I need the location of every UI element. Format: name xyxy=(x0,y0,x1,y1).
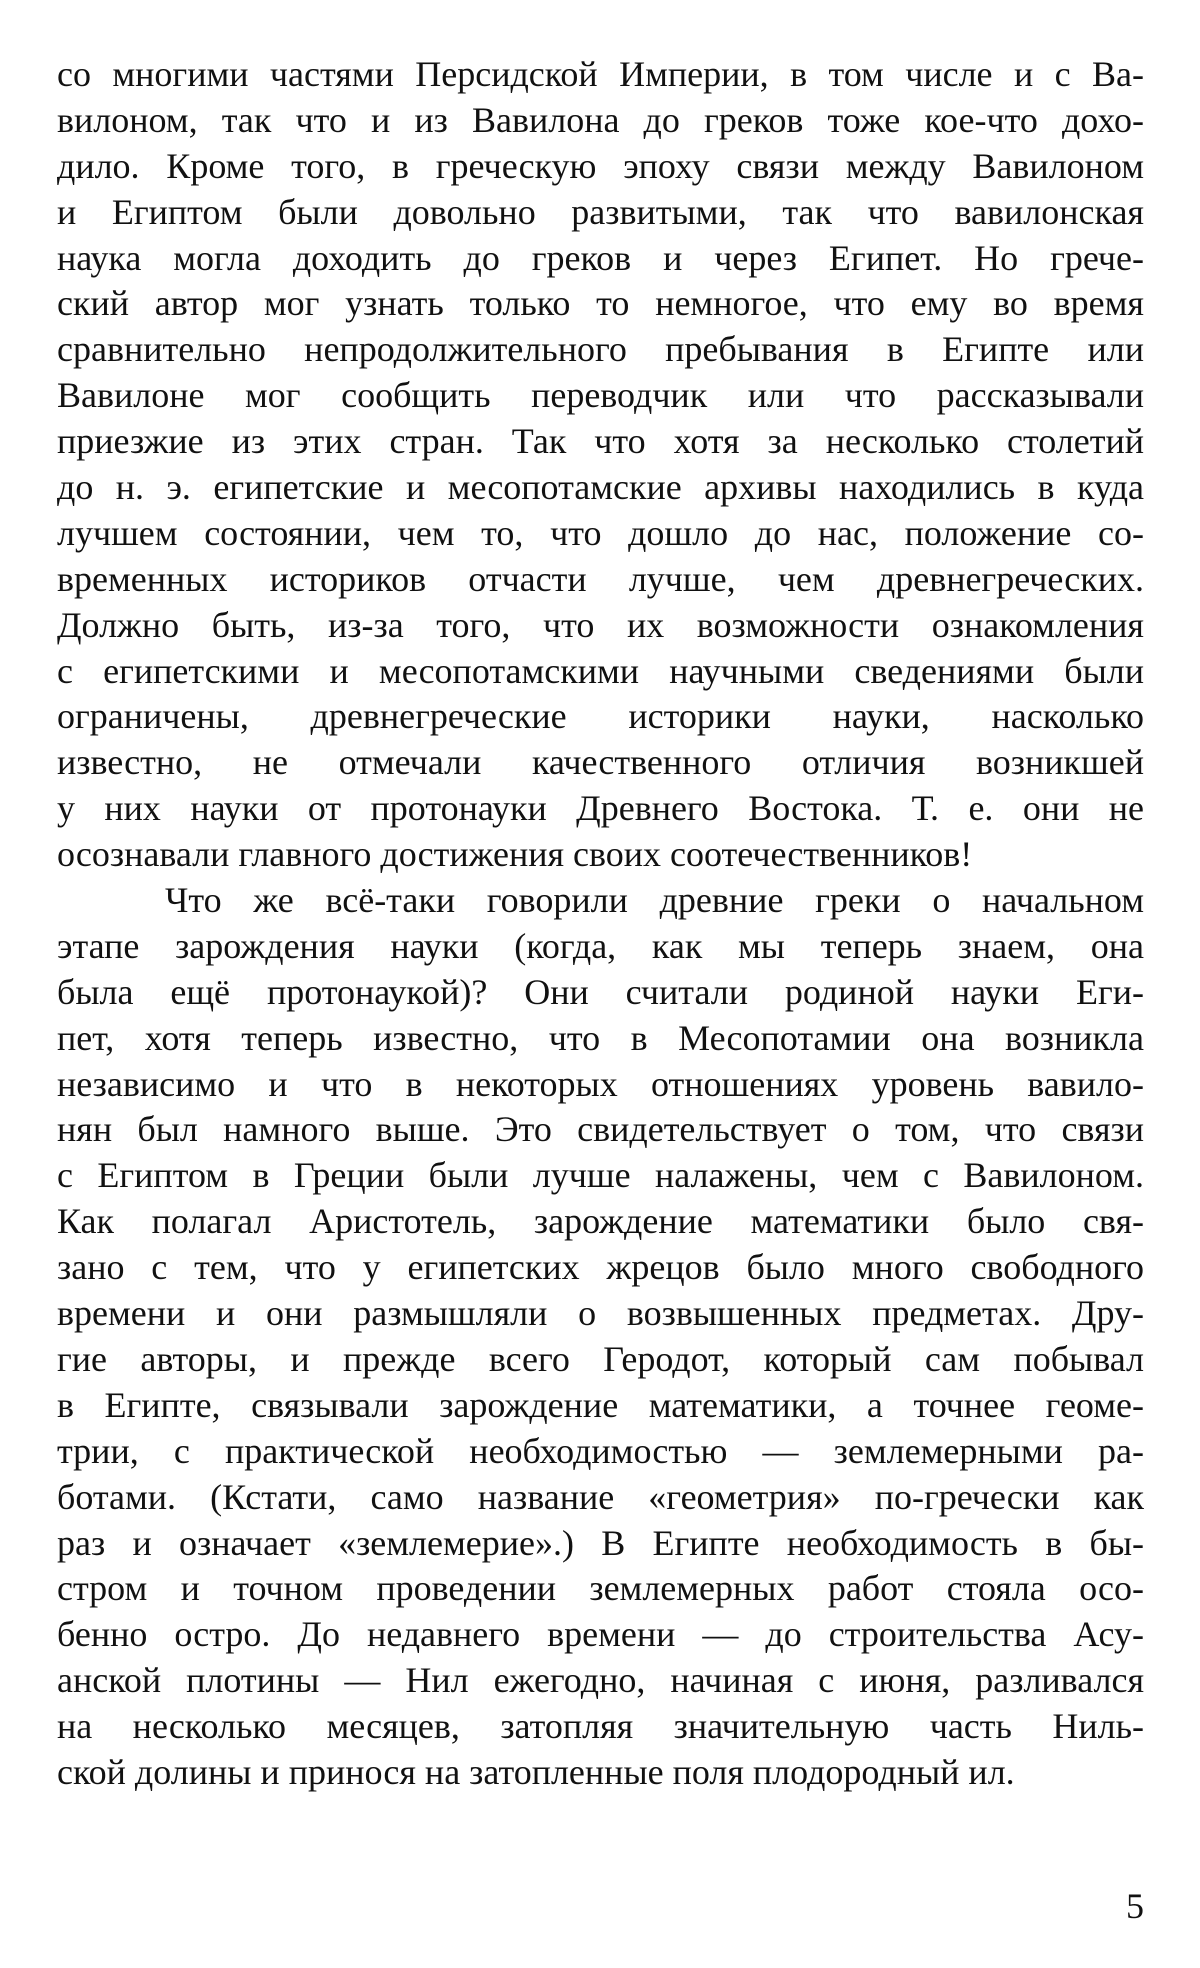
text-line: была ещё протонаукой)? Они считали родиной науки Еги- xyxy=(57,971,1144,1012)
text-line: анской плотины — Нил ежегодно, начиная с июня, разливался xyxy=(57,1660,1144,1701)
text-line: лучшем состоянии, чем то, что дошло до нас, положение со- xyxy=(57,512,1144,553)
text-line: осознавали главного достижения своих соотечественников! xyxy=(57,834,973,875)
paragraph xyxy=(57,52,1144,878)
text-line: сравнительно непродолжительного пребывания в Египте или xyxy=(57,329,1144,370)
text-line: Как полагал Аристотель, зарождение математики было свя- xyxy=(57,1201,1144,1242)
text-line: вилоном, так что и из Вавилона до греков тоже кое-что дохо- xyxy=(57,99,1144,140)
text-line: Что же всё-таки говорили древние греки о начальном xyxy=(165,880,1144,921)
text-line: в Египте, связывали зарождение математики, а точнее геоме- xyxy=(57,1384,1144,1425)
text-line: этапе зарождения науки (когда, как мы теперь знаем, она xyxy=(57,925,1144,966)
text-line: ботами. (Кстати, само название «геометрия» по-гречески как xyxy=(57,1476,1144,1517)
text-line: Вавилоне мог сообщить переводчик или что рассказывали xyxy=(57,375,1144,416)
text-line: дило. Кроме того, в греческую эпоху связи между Вавилоном xyxy=(57,145,1144,186)
paragraph xyxy=(57,878,1144,1796)
text-line: ский автор мог узнать только то немногое, что ему во время xyxy=(57,283,1144,324)
text-line: бенно остро. До недавнего времени — до строительства Асу- xyxy=(57,1614,1144,1655)
text-line: гие авторы, и прежде всего Геродот, который сам побывал xyxy=(57,1338,1144,1379)
text-line: ограничены, древнегреческие историки науки, насколько xyxy=(57,696,1144,737)
text-line: с Египтом в Греции были лучше налажены, чем с Вавилоном. xyxy=(57,1155,1144,1196)
text-line: у них науки от протонауки Древнего Востока. Т. е. они не xyxy=(57,788,1144,829)
text-line: ской долины и принося на затопленные поля плодородный ил. xyxy=(57,1751,1015,1792)
text-line: трии, с практической необходимостью — землемерными ра- xyxy=(57,1430,1144,1471)
text-line: наука могла доходить до греков и через Египет. Но грече- xyxy=(57,237,1144,278)
text-line: приезжие из этих стран. Так что хотя за несколько столетий xyxy=(57,421,1144,462)
text-line: со многими частями Персидской Империи, в том числе и с Ва- xyxy=(57,54,1144,94)
text-line: и Египтом были довольно развитыми, так что вавилонская xyxy=(57,191,1144,232)
text-line: стром и точном проведении землемерных работ стояла осо- xyxy=(57,1568,1144,1609)
text-line: известно, не отмечали качественного отличия возникшей xyxy=(57,742,1144,783)
text-line: независимо и что в некоторых отношениях уровень вавило- xyxy=(57,1063,1144,1104)
text-line: раз и означает «землемерие».) В Египте необходимость в бы- xyxy=(57,1522,1144,1563)
text-line: нян был намного выше. Это свидетельствует о том, что связи xyxy=(57,1109,1144,1150)
text-line: времени и они размышляли о возвышенных предметах. Дру- xyxy=(57,1293,1144,1334)
page-number: 5 xyxy=(1126,1886,1144,1926)
body-text xyxy=(57,52,1144,1796)
text-line: пет, хотя теперь известно, что в Месопотамии она возникла xyxy=(57,1017,1144,1058)
text-line: зано с тем, что у египетских жрецов было много свободного xyxy=(57,1247,1144,1288)
text-line: временных историков отчасти лучше, чем древнегреческих. xyxy=(57,558,1144,599)
text-line: с египетскими и месопотамскими научными сведениями были xyxy=(57,650,1144,691)
text-line: Должно быть, из-за того, что их возможности ознакомления xyxy=(57,604,1144,645)
text-line: на несколько месяцев, затопляя значительную часть Ниль- xyxy=(57,1706,1144,1747)
text-line: до н. э. египетские и месопотамские архивы находились в куда xyxy=(57,467,1144,508)
